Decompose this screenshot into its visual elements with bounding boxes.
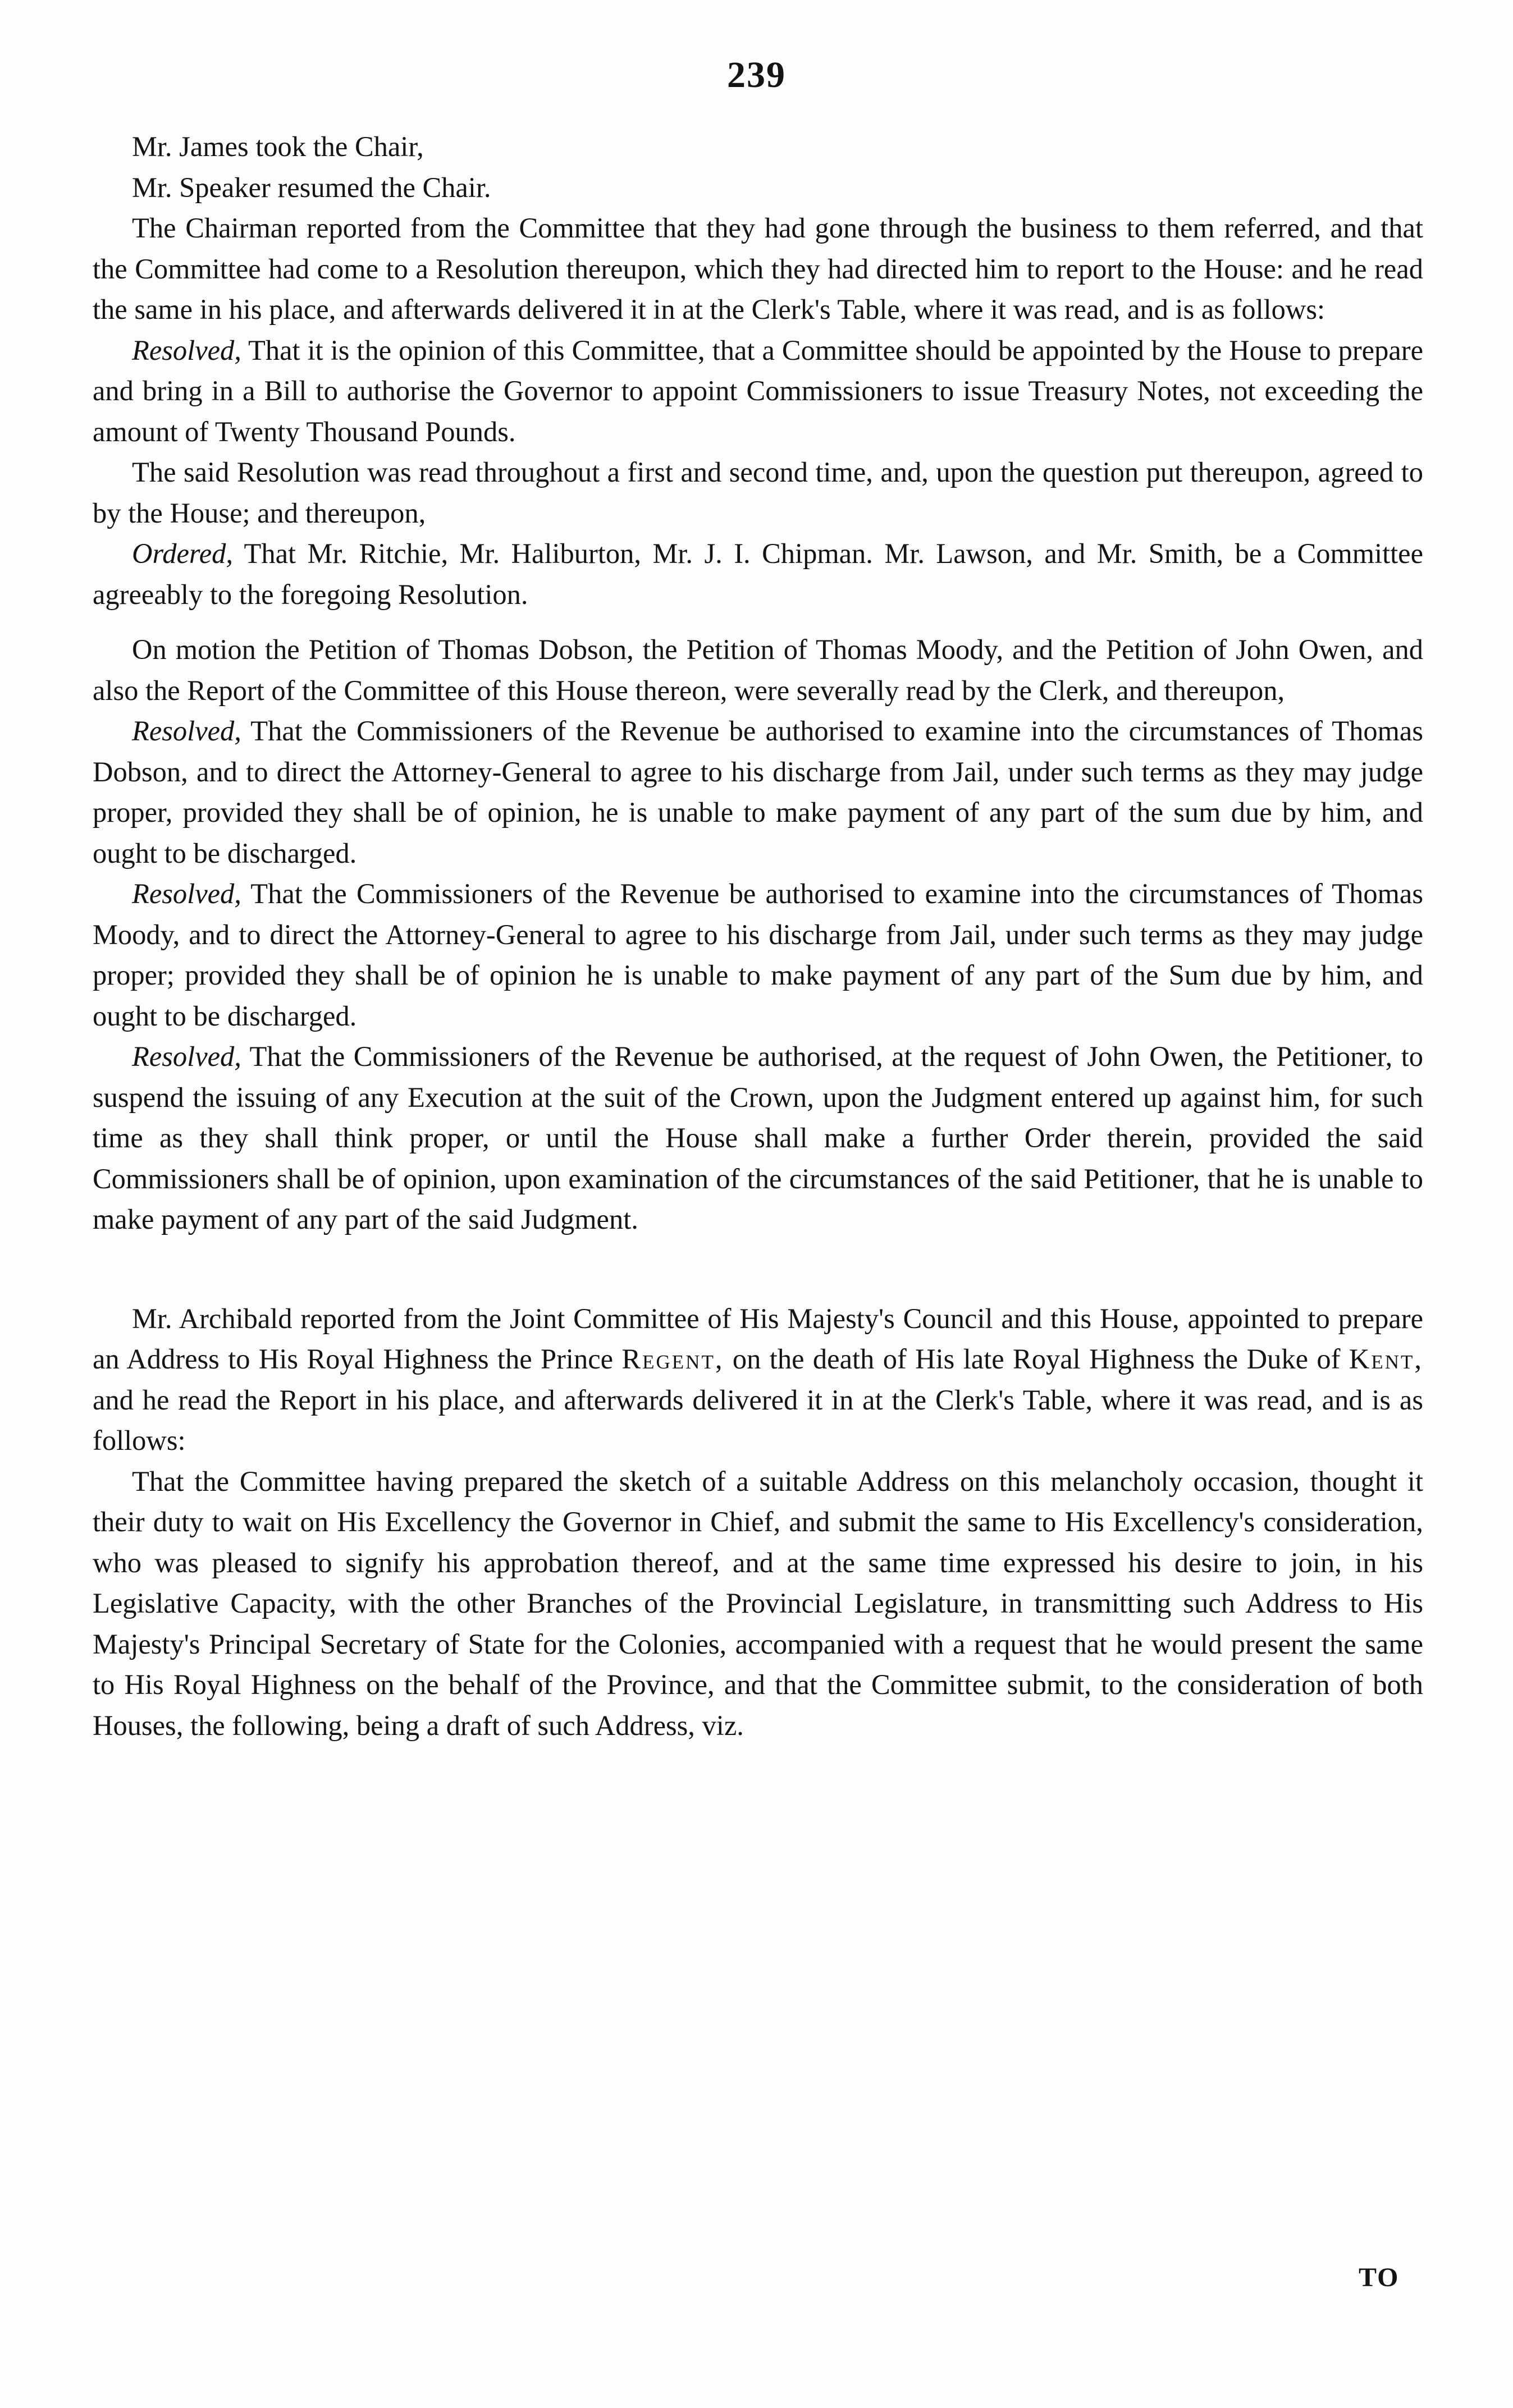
petitions-motion-paragraph xyxy=(93,629,1423,711)
page-number: 239 xyxy=(727,54,786,95)
resolution-owen xyxy=(93,1036,1423,1240)
paragraph-text: The Chairman reported from the Committee that they had gone through the business to them referred, and that the Committee had come to a Resolution thereupon, which they had directed him to report to the House: and he read the same in his place, and afterwards delivered it in at the Clerk's Table, where it was read, and is as follows: xyxy=(93,212,1423,325)
archibald-report-paragraph xyxy=(93,1298,1423,1461)
paragraph-text: Mr. Speaker resumed the Chair. xyxy=(132,171,491,203)
paragraph-text: on the death of His late Royal Highness the Duke of xyxy=(732,1343,1341,1375)
chairman-report-paragraph xyxy=(93,208,1423,330)
paragraph-lead: Resolved, xyxy=(132,334,241,366)
paragraph-lead: Resolved, xyxy=(132,878,241,909)
journal-text xyxy=(93,126,1423,1746)
paragraph-text: That the Commissioners of the Revenue be authorised to examine into the circumstances of Thomas Moody, and to direct the Attorney-General to agree to his discharge from Jail, under such terms as they may judge proper; provided they shall be of opinion he is unable to make payment of any part of the Sum due by him, and ought to be discharged. xyxy=(93,878,1423,1032)
resolution-moody xyxy=(93,873,1423,1036)
paragraph-text: That Mr. Ritchie, Mr. Haliburton, Mr. J. I. Chipman. Mr. Lawson, and Mr. Smith, be a Committee agreeably to the foregoing Resolution. xyxy=(93,538,1423,610)
committee-address-paragraph xyxy=(93,1461,1423,1746)
small-caps-kent: Kent, xyxy=(1349,1343,1424,1375)
paragraph-text: The said Resolution was read throughout a first and second time, and, upon the question put thereupon, agreed to by the House; and thereupon, xyxy=(93,456,1423,529)
resolution-treasury-notes xyxy=(93,330,1423,452)
paragraph-text: Mr. James took the Chair, xyxy=(132,131,424,162)
paragraph-text: That the Commissioners of the Revenue be authorised to examine into the circumstances of Thomas Dobson, and to direct the Attorney-General to agree to his discharge from Jail, under such terms as they may judge proper, provided they shall be of opinion, he is unable to make payment of any part of the sum due by him, and ought to be discharged. xyxy=(93,715,1423,869)
paragraph-lead: Resolved, xyxy=(132,715,241,747)
paragraph-lead: Ordered, xyxy=(132,538,233,569)
paragraph-text: That it is the opinion of this Committee, that a Committee should be appointed by the House to prepare and bring in a Bill to authorise the Governor to appoint Commissioners to issue Treasury Notes, not exceeding the amount of Twenty Thousand Pounds. xyxy=(93,334,1423,447)
paragraph-text: and he read the Report in his place, and afterwards delivered it in at the Clerk's Table, where it was read, and is as follows: xyxy=(93,1384,1423,1456)
chair-line-2 xyxy=(93,167,1423,208)
paragraph-text: Mr. Archibald reported from the Joint Committee of His Majesty's Council and this House, appointed to prepare an Address to His Royal Highness the Prince xyxy=(93,1302,1423,1375)
catchword: TO xyxy=(1359,2263,1400,2292)
small-caps-regent: Regent, xyxy=(621,1343,724,1375)
resolution-agreed-paragraph xyxy=(93,452,1423,533)
resolution-dobson xyxy=(93,711,1423,873)
order-committee-paragraph xyxy=(93,533,1423,615)
paragraph-text: On motion the Petition of Thomas Dobson, the Petition of Thomas Moody, and the Petition of John Owen, and also the Report of the Committee of this House thereon, were severally read by the Clerk, and thereupon, xyxy=(93,634,1423,706)
chair-line-1 xyxy=(93,126,1423,167)
paragraph-text: That the Committee having prepared the sketch of a suitable Address on this melancholy occasion, thought it their duty to wait on His Excellency the Governor in Chief, and submit the same to His Excellency's consideration, who was pleased to signify his approbation thereof, and at the same time expressed his desire to join, in his Legislative Capacity, with the other Branches of the Provincial Legislature, in transmitting such Address to His Majesty's Principal Secretary of State for the Colonies, accompanied with a request that he would present the same to His Royal Highness on the behalf of the Province, and that the Committee submit, to the consideration of both Houses, the following, being a draft of such Address, viz. xyxy=(93,1465,1423,1741)
paragraph-text: That the Commissioners of the Revenue be authorised, at the request of John Owen, the Petitioner, to suspend the issuing of any Execution at the suit of the Crown, upon the Judgment entered up against him, for such time as they shall think proper, or until the House shall make a further Order therein, provided the said Commissioners shall be of opinion, upon examination of the circumstances of the said Petitioner, that he is unable to make payment of any part of the said Judgment. xyxy=(93,1041,1423,1235)
paragraph-lead: Resolved, xyxy=(132,1041,241,1072)
section-gap xyxy=(93,1240,1423,1298)
section-gap xyxy=(93,615,1423,629)
